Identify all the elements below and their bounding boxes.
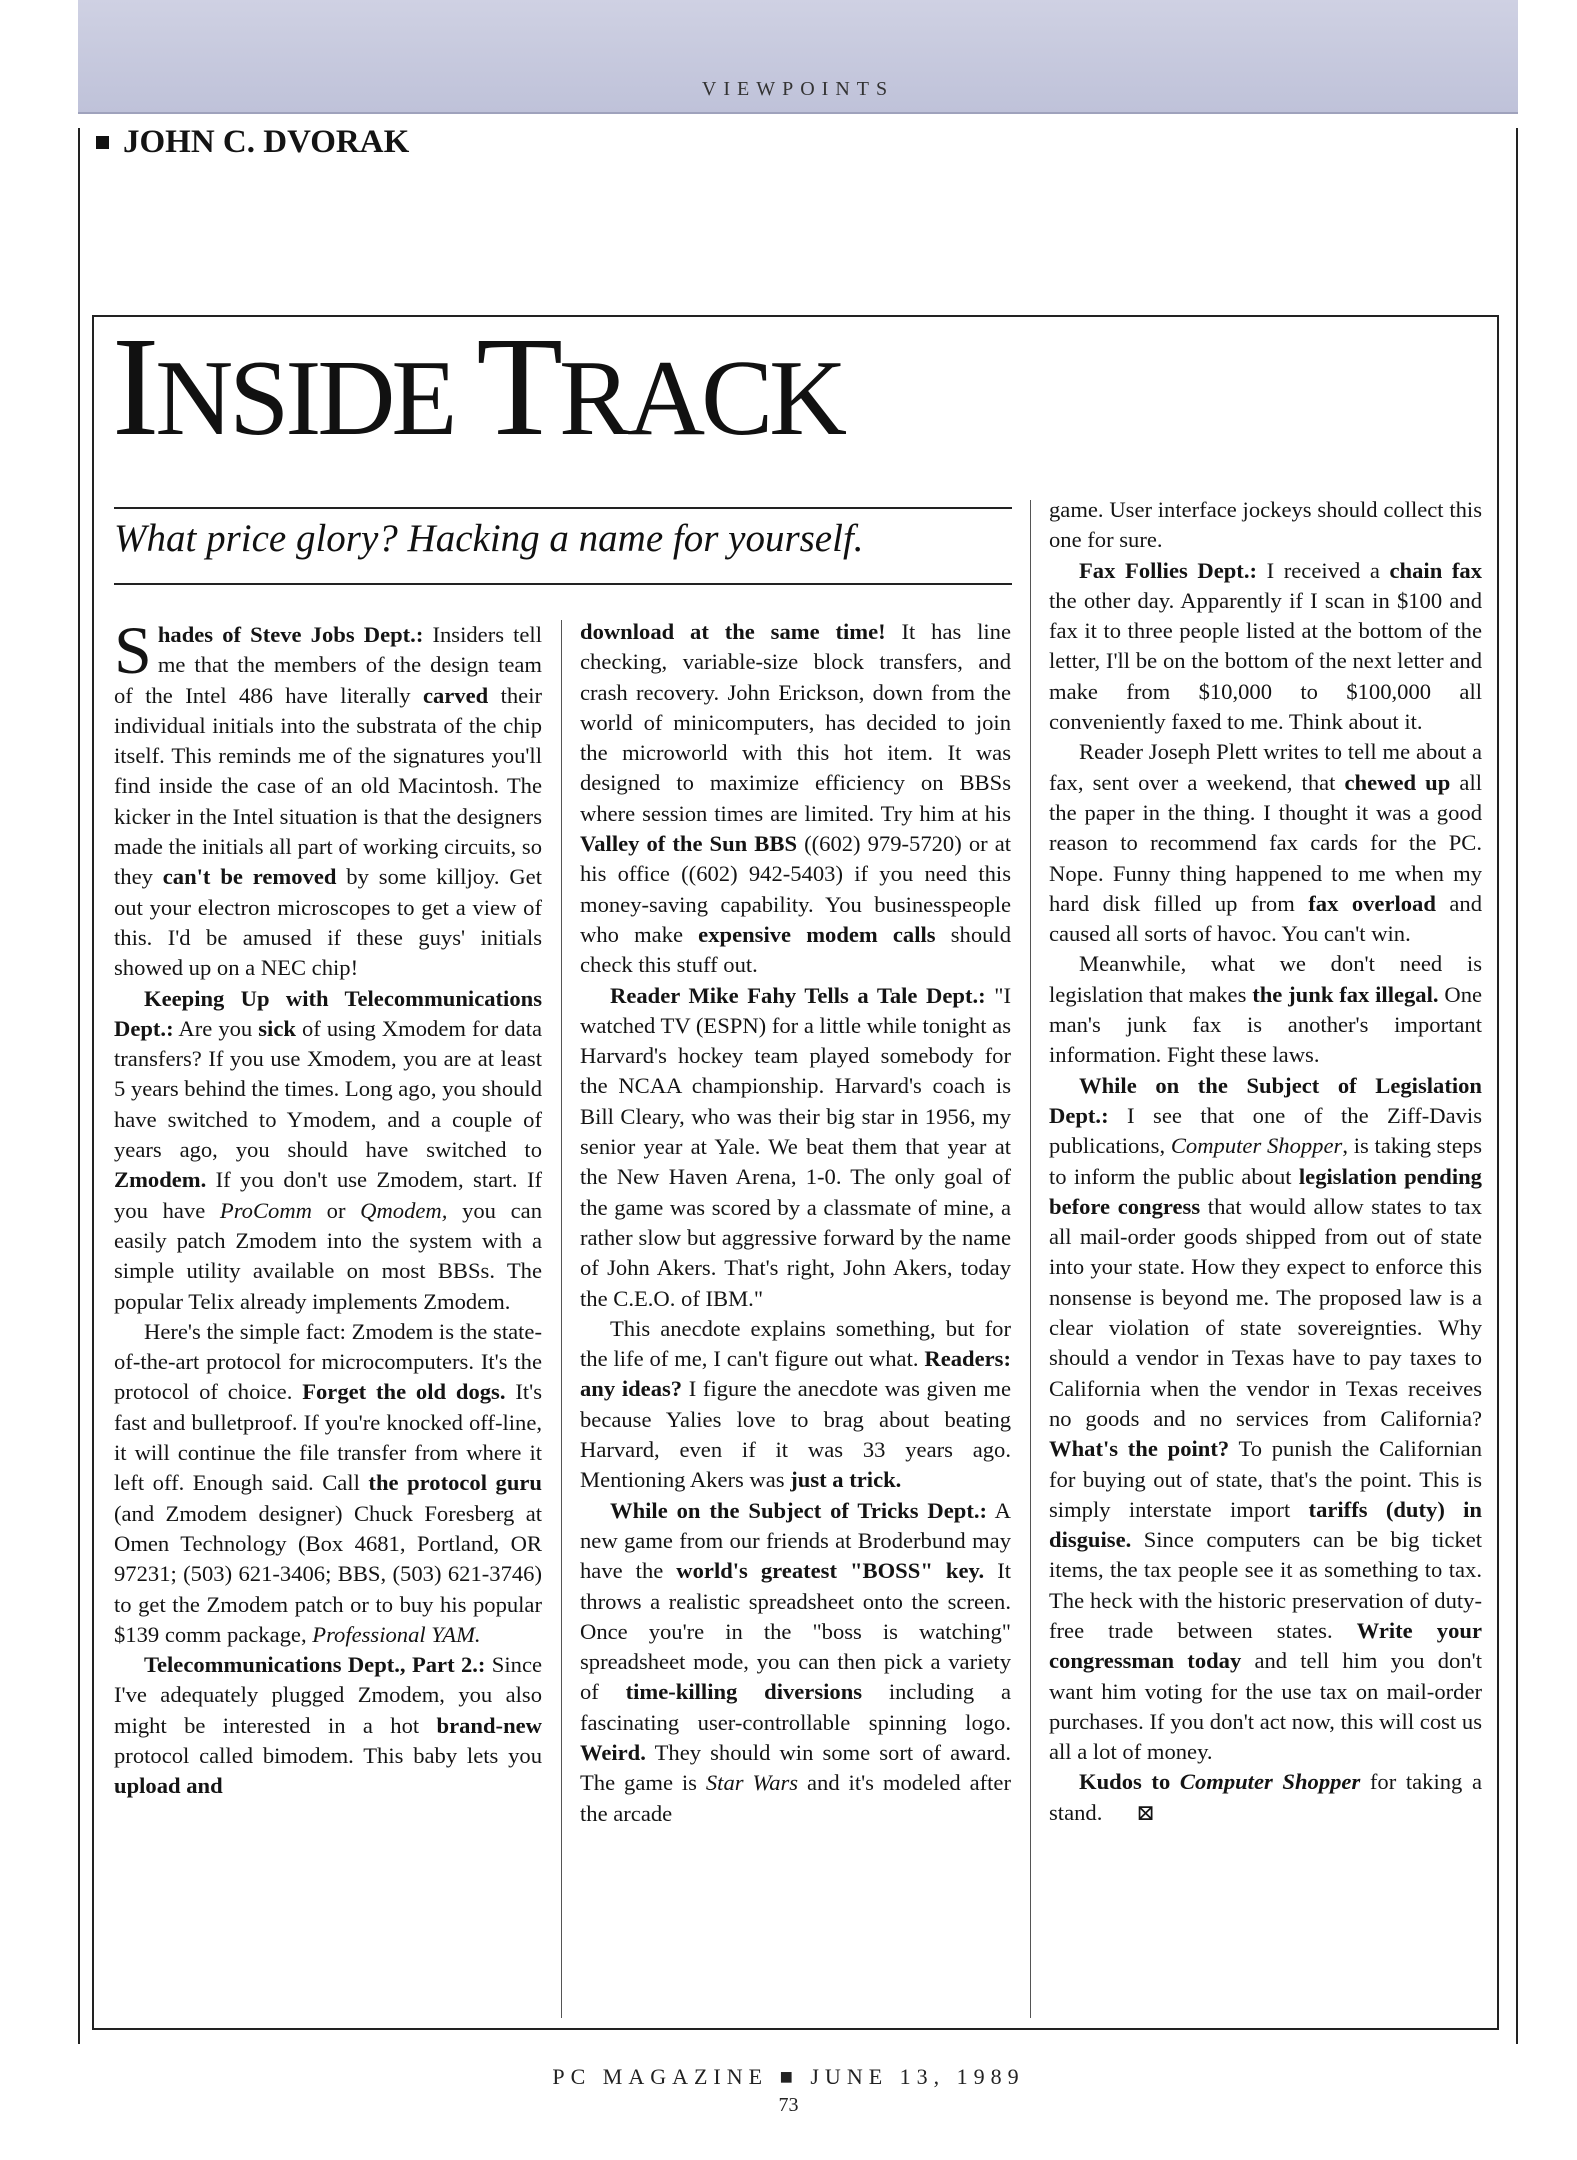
paragraph: This anecdote explains something, but for the life of me, I can't figure out what. Readers: any ideas? I figure the anecdote was given me because Yalies love to brag about beating Harvard, even if it was 33 years ago. Mentioning Akers was just a trick. <box>580 1315 1011 1493</box>
page-rule-right <box>1516 128 1518 2044</box>
headline-nside: NSIDE <box>155 339 477 458</box>
page-number: 73 <box>778 2094 799 2116</box>
article-column-1 <box>114 612 542 1802</box>
page-rule-left <box>78 128 80 2044</box>
paragraph: Shades of Steve Jobs Dept.: Insiders tell me that the members of the design team of the Intel 486 have literally carved their individual initials into the substrata of the chip itself. This reminds me of the signatures you'll find inside the case of an old Macintosh. The kicker in the Intel situation is that the designers made the initials all part of working circuits, so they can't be removed by some killjoy. Get out your electron microscopes to get a view of this. I'd be amused if these guys' initials showed up on a NEC chip! <box>114 612 542 981</box>
article-column-2 <box>580 617 1011 1829</box>
paragraph: While on the Subject of Legislation Dept.: I see that one of the Ziff-Davis publications, Computer Shopper, is taking steps to inform the public about legislation pending before congress that would allow states to tax all mail-order goods shipped from out of state into your state. How they expect to enforce this nonsense is beyond me. The proposed law is a clear violation of state sovereignties. Why should a vendor in Texas have to pay taxes to California when the vendor in Texas receives no goods and no services from California? What's the point? To punish the Californian for buying out of state, that's the point. This is simply interstate import tariffs (duty) in disguise. Since computers can be big ticket items, the tax people see it as something to tax. The heck with the historic preservation of duty-free trade between states. Write your congressman today and tell him you don't want him voting for the use tax on mail-order purchases. If you don't act now, this will cost us all a lot of money. <box>1049 1072 1483 1765</box>
paragraph: Meanwhile, what we don't need is legislation that makes the junk fax illegal. One man's junk fax is another's important information. Fight these laws. <box>1049 951 1483 1068</box>
column-divider-2 <box>1030 500 1031 2018</box>
magazine-name: PC MAGAZINE <box>552 2064 769 2089</box>
drop-cap: S <box>114 612 152 688</box>
paragraph: Keeping Up with Telecommunications Dept.: Are you sick of using Xmodem for data transfers? If you use Xmodem, you are at least 5 years behind the times. Long ago, you should have switched to Ymodem, and a couple of years ago, you should have switched to Zmodem. If you don't use Zmodem, start. If you have ProComm or Qmodem, you can easily patch Zmodem into the system with a simple utility available on most BBSs. The popular Telix already implements Zmodem. <box>114 985 542 1314</box>
end-mark-icon: ⊠ <box>1136 1799 1155 1825</box>
paragraph: While on the Subject of Tricks Dept.: A new game from our friends at Broderbund may have the world's greatest "BOSS" key. It throws a realistic spreadsheet onto the screen. Once you're in the "boss is watching" spreadsheet mode, you can then pick a variety of time-killing diversions including a fascinating user-controllable spinning logo. Weird. They should win some sort of award. The game is Star Wars and it's modeled after the arcade <box>580 1497 1011 1826</box>
paragraph: Telecommunications Dept., Part 2.: Since I've adequately plugged Zmodem, you also might be interested in a hot brand-new protocol called bimodem. This baby lets you upload and <box>114 1652 542 1799</box>
author-name: JOHN C. DVORAK <box>123 124 410 160</box>
section-label: VIEWPOINTS <box>701 78 895 100</box>
headline-cap-t: T <box>476 307 560 465</box>
headline-rule-bottom <box>114 583 1012 585</box>
paragraph: Reader Mike Fahy Tells a Tale Dept.: "I watched TV (ESPN) for a little while tonight as Harvard's hockey team played somebody for the NCAA championship. Harvard's coach is Bill Cleary, who was their big star in 1956, my senior year at Yale. We beat them that year at the New Haven Arena, 1-0. The only goal of the game was scored by a classmate of mine, a rather slow but aggressive forward by the name of John Akers. That's right, John Akers, today the C.E.O. of IBM." <box>580 982 1011 1311</box>
footer-folio: PC MAGAZINE ■ JUNE 13, 1989 <box>552 2064 1025 2089</box>
author-byline <box>96 124 409 161</box>
column-divider-1 <box>561 620 562 2018</box>
deck-subtitle: What price glory? Hacking a name for yourself. <box>114 517 864 560</box>
paragraph: Here's the simple fact: Zmodem is the state-of-the-art protocol for microcomputers. It's the protocol of choice. Forget the old dogs. It's fast and bulletproof. If you're knocked off-line, it will continue the file transfer from where it left off. Enough said. Call the protocol guru (and Zmodem designer) Chuck Foresberg at Omen Technology (Box 4681, Portland, OR 97231; (503) 621-3406; BBS, (503) 621-3746) to get the Zmodem patch or to buy his popular $139 comm package, Professional YAM. <box>114 1318 542 1647</box>
paragraph: Fax Follies Dept.: I received a chain fax the other day. Apparently if I scan in $100 and fax it to three people listed at the bottom of the letter, I'll be on the bottom of the next letter and make from $10,000 to $100,000 all conveniently faxed to me. Think about it. <box>1049 557 1482 735</box>
paragraph: Kudos to Computer Shopper for taking a stand. ⊠ <box>1049 1767 1482 1828</box>
paragraph: game. User interface jockeys should collect this one for sure. <box>1049 497 1482 553</box>
paragraph: download at the same time! It has line checking, variable-size block transfers, and crash recovery. John Erickson, down from the world of minicomputers, has decided to join the microworld with this hot item. It was designed to maximize efficiency on BBSs where session times are limited. Try him at his Valley of the Sun BBS ((602) 979-5720) or at his office ((602) 942-5403) if you need this money-saving capability. You businesspeople who make expensive modem calls should check this stuff out. <box>580 619 1012 978</box>
square-bullet-icon <box>96 136 109 149</box>
headline-rule-top <box>114 507 1012 509</box>
paragraph: Reader Joseph Plett writes to tell me about a fax, sent over a weekend, that chewed up all the paper in the thing. I thought it was a good reason to recommend fax cards for the PC. Nope. Funny thing happened to me when my hard disk filled up from fax overload and caused all sorts of havoc. You can't win. <box>1049 739 1483 947</box>
article-column-3 <box>1049 495 1482 1828</box>
headline <box>112 307 844 465</box>
headline-cap-i: I <box>112 307 156 465</box>
issue-date: JUNE 13, 1989 <box>810 2064 1025 2089</box>
headline-rack: RACK <box>559 339 844 458</box>
